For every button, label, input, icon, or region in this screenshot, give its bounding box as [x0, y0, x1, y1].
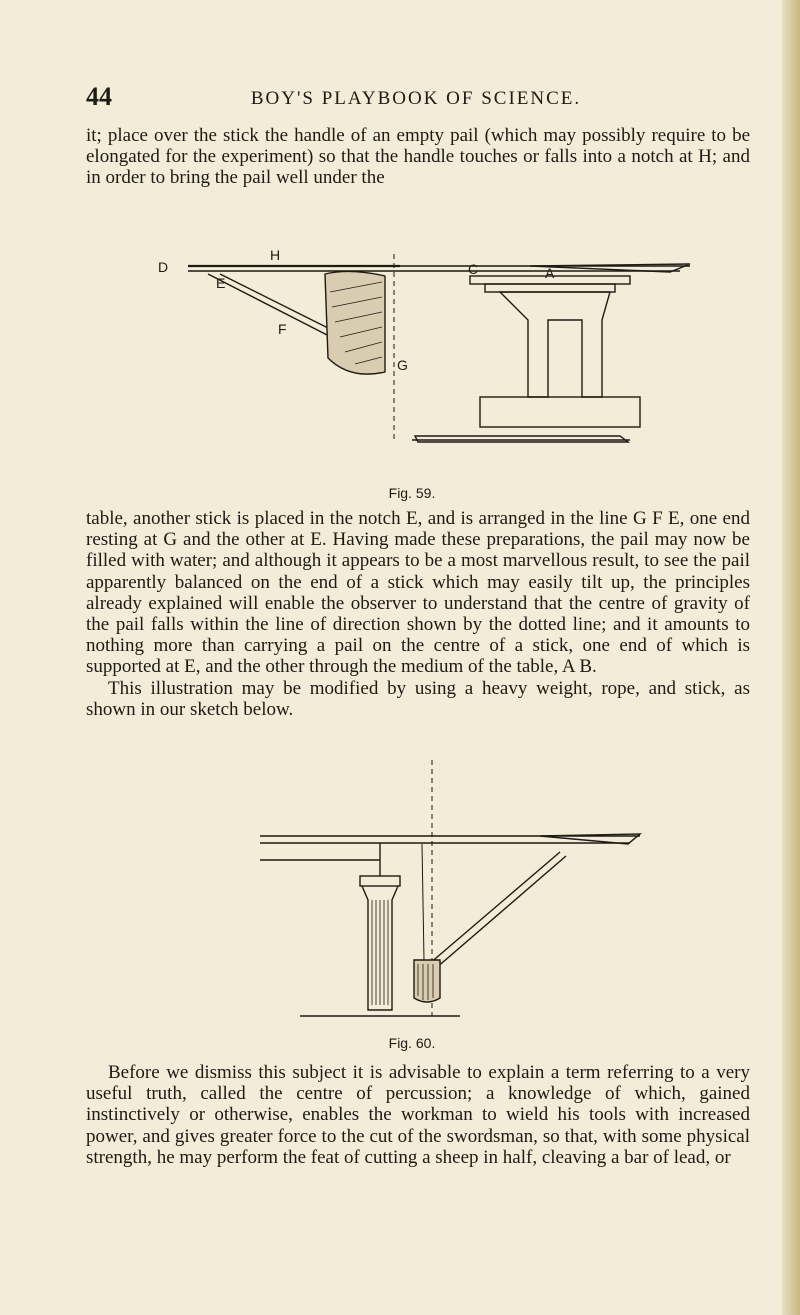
figure-59-caption: Fig. 59.	[388, 485, 436, 501]
table-collar	[360, 876, 400, 886]
label-h: H	[270, 247, 281, 263]
label-f: F	[278, 321, 287, 337]
figure-60	[210, 760, 650, 1020]
table-foot	[415, 436, 628, 442]
page-header	[86, 82, 746, 112]
paragraph-2: table, another stick is placed in the notch E, and is arranged in the line G F E, one end resting at G and the other at E. Having made these preparations, the pail may now be filled with water; and although it appears to be a most marvellous result, to see the pail apparently balanced on the end of a stick which may easily tilt up, the principles already explained will enable the observer to understand that the centre of gravity of the pail falls within the line of direction shown by the dotted line; and it amounts to nothing more than carrying a pail on the centre of a stick, one end of which is supported at E, and the other through the medium of the table, A B.	[86, 508, 750, 678]
stick	[422, 852, 560, 970]
label-e: E	[216, 275, 226, 291]
figure-60-caption: Fig. 60.	[388, 1035, 436, 1051]
label-c: C	[468, 261, 479, 277]
running-title: BOY'S PLAYBOOK OF SCIENCE.	[250, 88, 582, 109]
paragraph-3: This illustration may be modified by using a heavy weight, rope, and stick, as shown in our sketch below.	[86, 678, 750, 721]
table-base	[480, 397, 640, 427]
figure-59	[150, 247, 670, 462]
paragraph-4: Before we dismiss this subject it is advisable to explain a term referring to a very useful truth, called the centre of percussion; a knowledge of which, gained instinctively or otherwise, enables the workman to wield his tools with increased power, and gives greater force to the cut of the swordsman, so that, with some physical strength, he may perform the feat of cutting a sheep in half, cleaving a bar of lead, or	[86, 1062, 750, 1168]
page-edge	[782, 0, 800, 1315]
rope	[422, 844, 424, 960]
page-number: 44	[86, 82, 112, 111]
paragraph-1: it; place over the stick the handle of an empty pail (which may possibly require to be elongated for the experiment) so that the handle touches or falls into a notch at H; and in order to bring the pail well under the	[86, 125, 750, 189]
table-pedestal	[500, 292, 610, 397]
label-a: A	[545, 265, 555, 281]
label-g: G	[397, 357, 408, 373]
label-d: D	[158, 259, 169, 275]
